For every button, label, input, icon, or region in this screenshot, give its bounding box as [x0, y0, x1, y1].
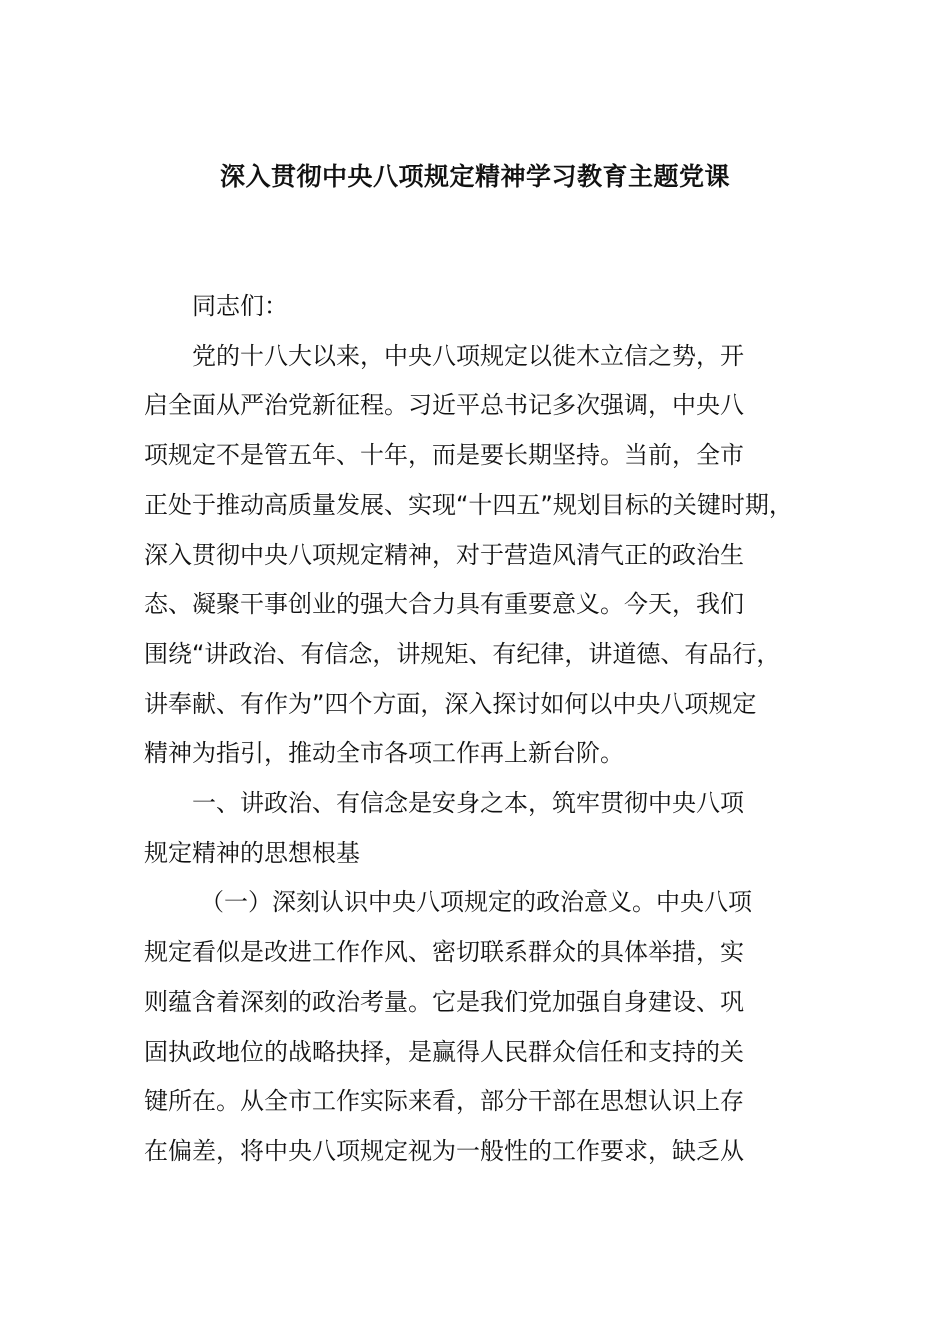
text-line: 启全面从严治党新征程。习近平总书记多次强调，中央八: [144, 391, 744, 420]
text-line: 固执政地位的战略抉择，是赢得人民群众信任和支持的关: [144, 1037, 744, 1066]
document-title: 深入贯彻中央八项规定精神学习教育主题党课: [219, 162, 730, 191]
text-line: 态、凝聚干事创业的强大合力具有重要意义。今天，我们: [144, 590, 744, 619]
greeting: [144, 282, 804, 332]
text-line: 规定精神的思想根基: [144, 838, 360, 867]
document-body: [144, 282, 804, 1177]
text-line: 正处于推动高质量发展、实现“十四五”规划目标的关键时期，: [144, 490, 793, 519]
text-line: 在偏差，将中央八项规定视为一般性的工作要求，缺乏从: [144, 1136, 744, 1165]
text-line: 则蕴含着深刻的政治考量。它是我们党加强自身建设、巩: [144, 987, 744, 1016]
text-line: 深入贯彻中央八项规定精神，对于营造风清气正的政治生: [144, 540, 744, 569]
text-line: 一、讲政治、有信念是安身之本，筑牢贯彻中央八项: [192, 789, 744, 818]
text-line: 讲奉献、有作为”四个方面，深入探讨如何以中央八项规定: [144, 689, 757, 718]
section-heading-1: [144, 779, 804, 878]
text-line: 规定看似是改进工作作风、密切联系群众的具体举措，实: [144, 938, 744, 967]
text-line: 党的十八大以来，中央八项规定以徙木立信之势，开: [192, 341, 744, 370]
text-line: 围绕“讲政治、有信念，讲规矩、有纪律，讲道德、有品行，: [144, 639, 781, 668]
text-line: 精神为指引，推动全市各项工作再上新台阶。: [144, 739, 624, 768]
text-line: （一）深刻认识中央八项规定的政治意义。中央八项: [200, 888, 752, 917]
paragraph-subsection-1: [144, 878, 804, 1176]
paragraph-intro: [144, 332, 804, 779]
text-line: 键所在。从全市工作实际来看，部分干部在思想认识上存: [144, 1087, 744, 1116]
text-line: 同志们：: [192, 292, 288, 320]
text-line: 项规定不是管五年、十年，而是要长期坚持。当前，全市: [144, 441, 744, 470]
